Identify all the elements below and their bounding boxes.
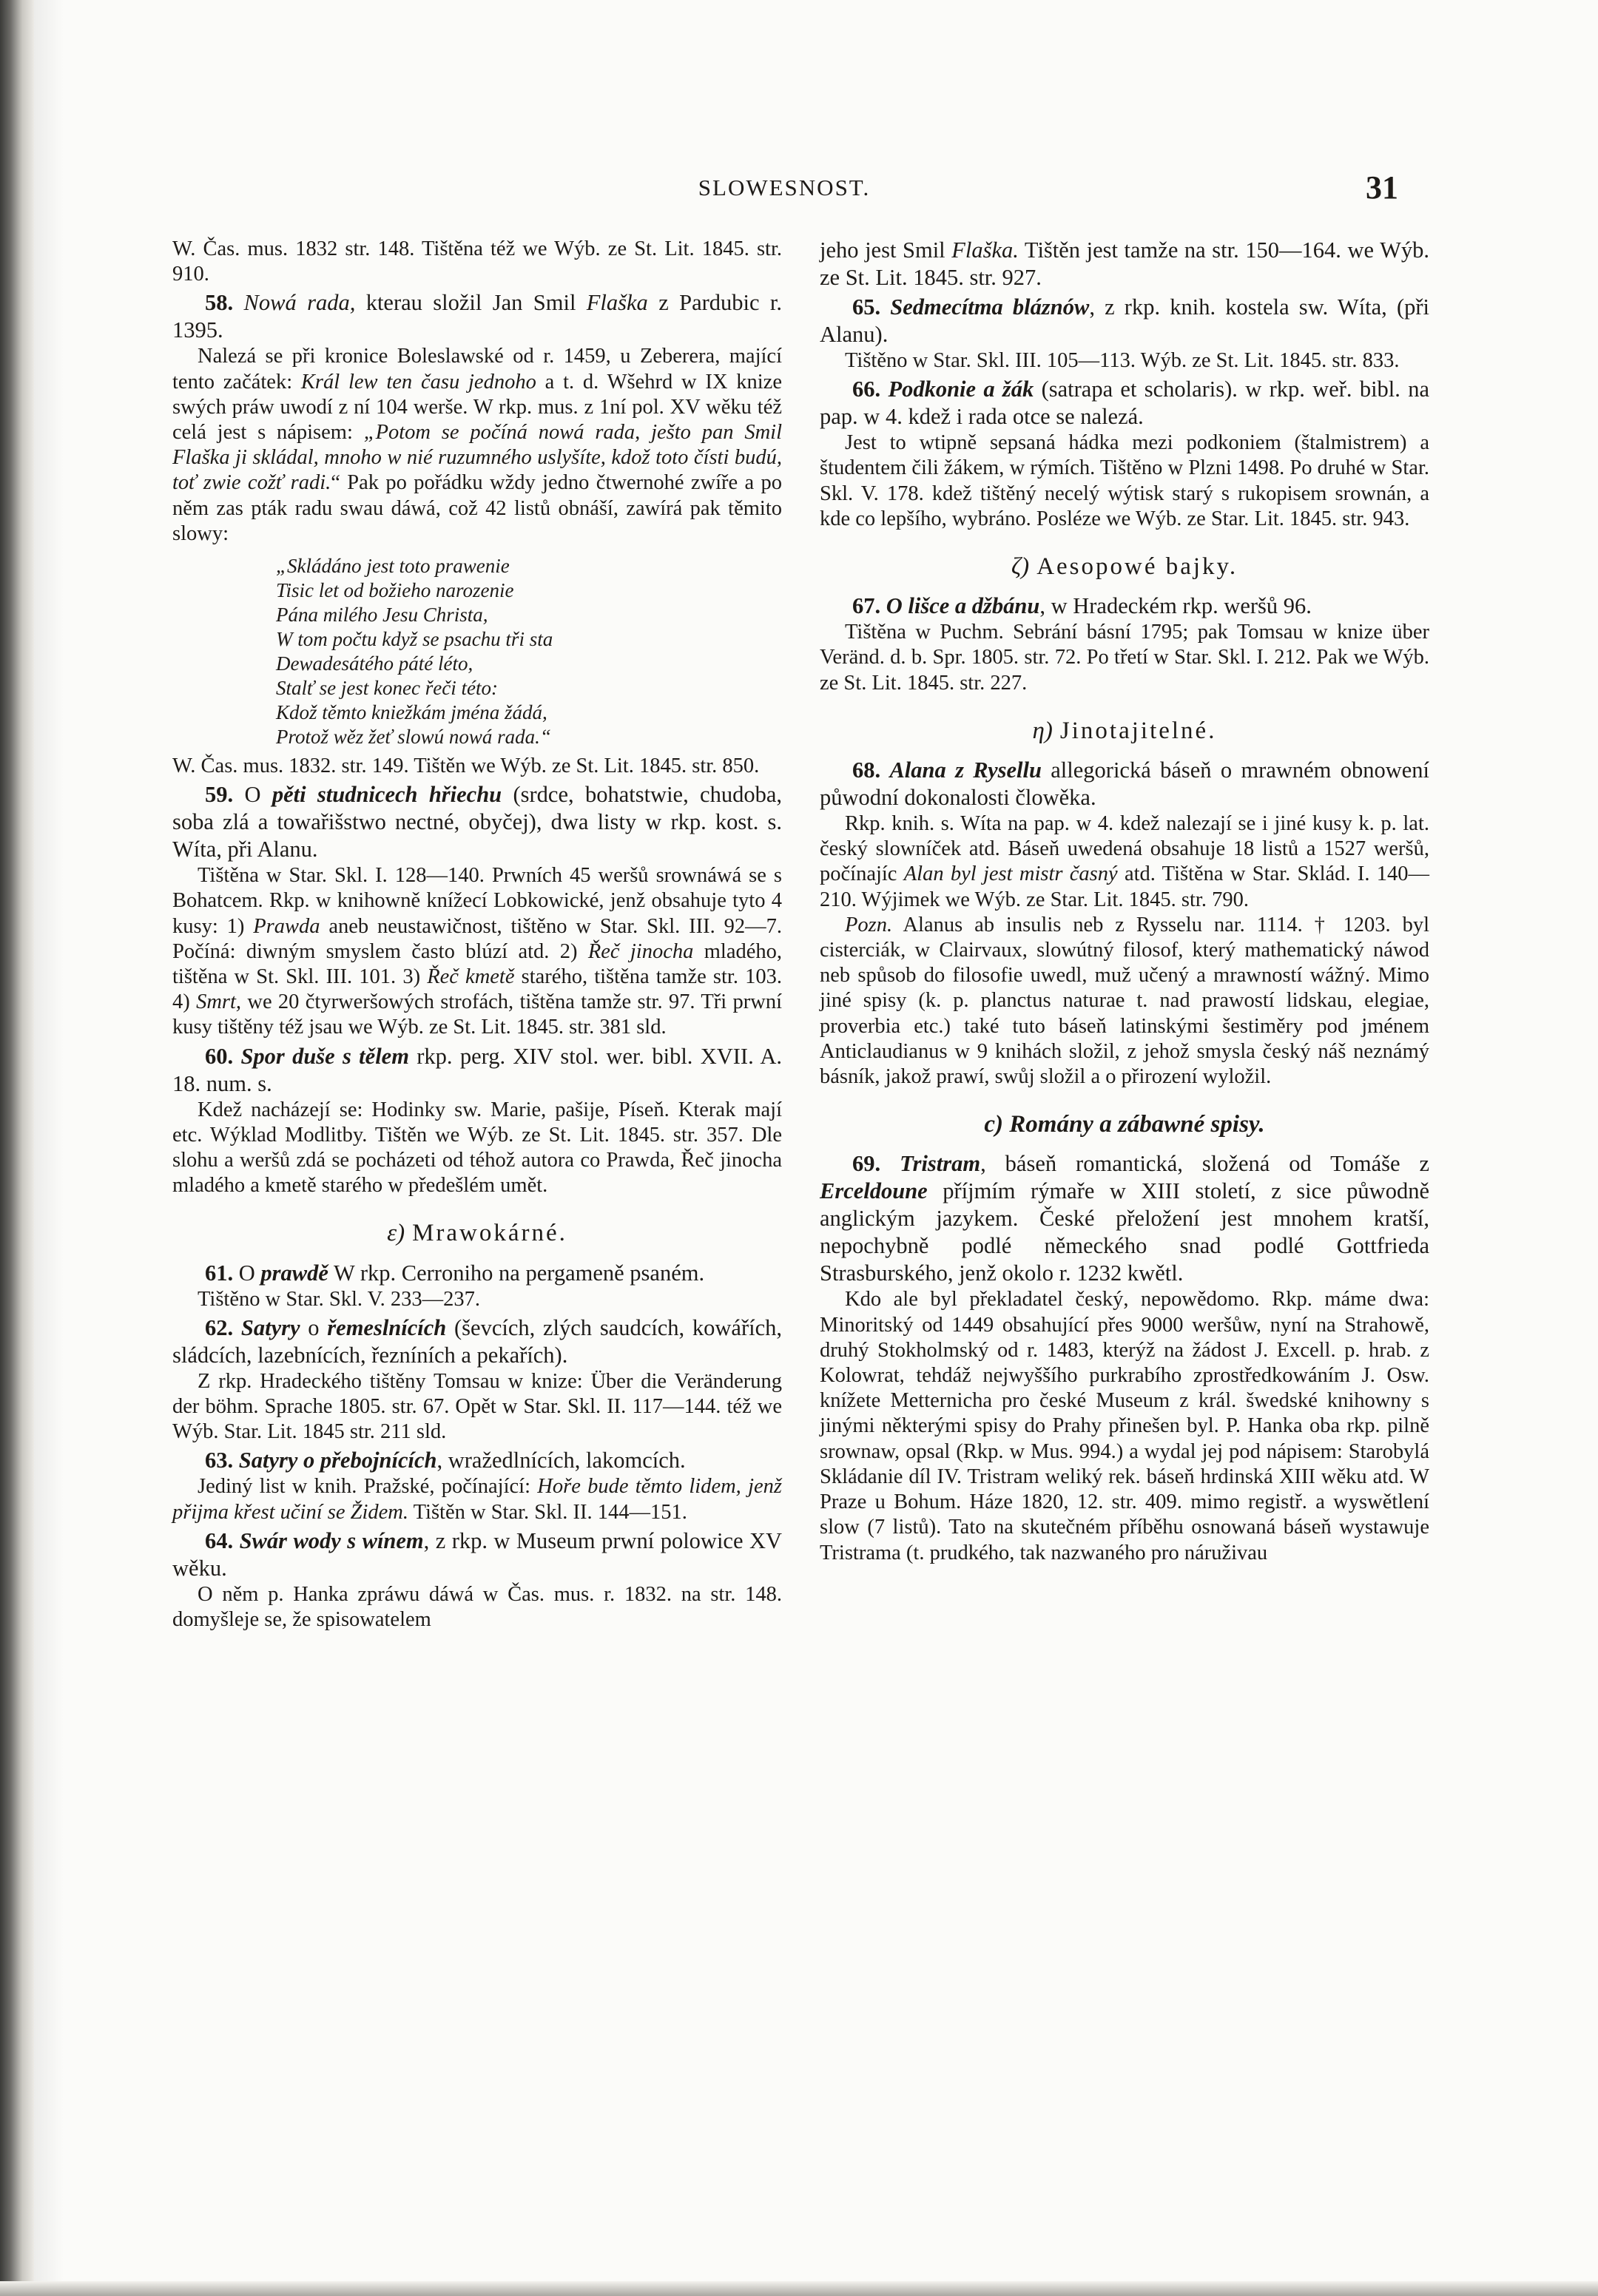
entry-69: 69. Tristram, báseň romantická, složená od Tomáše z Erceldoune příjmím rýmaře w XIII století, z sice půwodně anglickým jazykem. České přeložení jest mnohem kratší, nepochybně podlé německého snad podlé Gottfrieda Strasburského, jenž okolo r. 1232 kwětl. xyxy=(820,1151,1430,1286)
page-number: 31 xyxy=(1366,169,1398,206)
entry-62: 62. Satyry o řemeslnících (ševcích, zlých saudcích, kowářích, sládcích, lazebnících, řezníních a pekařích). xyxy=(172,1314,783,1368)
paragraph-note: Pozn. Alanus ab insulis neb z Rysselu nar. 1114. † 1203. byl cisterciák, w Clairvaux, slowútný filosof, který mathematický náwod neb spůsob do filosofie uwedl, muž učený a mrawností wážný. Mimo jiné spisy (k. p. planctus naturae t. nad prawostí lidskau, elegiae, proverbia etc.) také tuto báseň latinskými šestiměry pod jménem Anticlaudianus w 9 knihách složil, z jehož smysla český náš neznámý básník, jakož prawí, swůj složil a o přirození wyložil. xyxy=(820,913,1429,1089)
entry-63: 63. Satyry o přebojnících, wražedlnících, lakomcích. xyxy=(205,1448,686,1473)
section-heading-romany: c) Romány a zábawné spisy. xyxy=(984,1111,1265,1138)
paragraph: W. Čas. mus. 1832. str. 149. Tištěn we Wýb. ze St. Lit. 1845. str. 850. xyxy=(172,754,760,778)
section-heading-mrawokarne: ε) Mrawokárné. xyxy=(387,1220,567,1247)
paragraph: Jediný list w knih. Pražské, počínající: Hoře bude těmto lidem, jenž přijma křest učiní se Židem. Tištěn w Star. Skl. II. 144—151. xyxy=(172,1475,782,1524)
paragraph: Z rkp. Hradeckého tištěny Tomsau w knize: Über die Veränderung der böhm. Sprache 1805. str. 67. Opět w Star. Skl. II. 117—144. též we Wýb. Star. Lit. 1845 str. 211 sld. xyxy=(172,1369,782,1444)
paragraph: Tištěno w Star. Skl. V. 233—237. xyxy=(198,1287,480,1311)
section-heading-aesopowe-bajky: ζ) Aesopowé bajky. xyxy=(1011,553,1238,581)
book-spine-shadow xyxy=(0,0,34,2296)
section-heading-jinotajitelne: η) Jinotajitelné. xyxy=(1032,717,1217,744)
entry-68: 68. Alana z Rysellu allegorická báseň o mrawném obnowení půwodní dokonalosti člowěka. xyxy=(820,757,1430,811)
paragraph: Rkp. knih. s. Wíta na pap. w 4. kdež nalezají se i jiné kusy k. p. lat. český slowníček atd. Báseň uwedená obsahuje 18 listů a 1527 weršů, počínajíc Alan byl jest mistr časný atd. Tištěna w Star. Sklád. I. 140—210. Wýjimek we Wýb. ze Star. Lit. 1845. str. 790. xyxy=(820,812,1429,911)
paragraph: Nalezá se při kronice Boleslawské od r. 1459, u Zeberera, mající tento začátek: Král lew ten času jednoho a t. d. Wšehrd w IX knize swých práw uwodí z ní 104 werše. W rkp. mus. z 1ní pol. XV wěku též celá jest s nápisem: „Potom se počíná nowá rada, ješto pan Smil Flaška ji skládal, mnoho w nié ruzumného uslyšíte, kdož toto čísti budú, toť zwie cožť radi.“ Pak po pořádku wždy jedno čtwernohé zwíře a po něm zas pták radu swau dáwá, což 42 listů obnáší, zawírá pak těmito slowy: xyxy=(172,345,782,545)
page-bottom-edge xyxy=(0,2281,1598,2296)
running-head: SLOWESNOST. xyxy=(698,175,871,200)
poem-line: Stalť se jest konec řeči této: xyxy=(276,677,498,700)
poem-line: Tisic let od božieho narozenie xyxy=(276,579,514,602)
entry-64: 64. Swár wody s wínem, z rkp. w Museum prwní polowice XV wěku. xyxy=(172,1527,783,1581)
entry-58: 58. Nowá rada, kterau složil Jan Smil Flaška z Pardubic r. 1395. xyxy=(172,290,783,343)
paragraph: Kdo ale byl překladatel český, nepowědomo. Rkp. máme dwa: Minoritský od 1449 obsahující přes 9000 weršůw, nyní na Strahowě, druhý Stokholmský od r. 1483, kterýž na žádost J. Excell. p. hrab. z Kolowrat, tehdáž nejwyššího purkrabího zprostředkowáním J. Osw. knížete Metternicha pro české Museum z král. šwedské knihowny s jinými některými spisy do Prahy přinešen byl. P. Hanka oba rkp. pilně srownaw, opsal (Rkp. w Mus. 994.) a wydal jej pod nápisem: Starobylá Skládanie díl IV. Tristram weliký rek. báseň hrdinská XIII wěku atd. W Praze u Bohum. Háze 1820, 12. str. 409. mimo registř. a wyswětlení slow (7 listů). Tato na skutečném příběhu osnowaná báseň wystawuje Tristrama (t. prudkého, tak nazwaného pro náruživau xyxy=(820,1288,1429,1564)
poem-line: W tom počtu když se psachu tři sta xyxy=(276,628,553,651)
entry-59: 59. O pěti studnicech hřiechu (srdce, bohatstwie, chudoba, soba zlá a towařišstwo nectné, obyčej), dwa listy w rkp. kost. s. Wíta, při Alanu. xyxy=(172,782,783,862)
paragraph: Tištěna w Puchm. Sebrání básní 1795; pak Tomsau w knize über Veränd. d. b. Spr. 1805. str. 72. Po třetí w Star. Skl. I. 212. Pak we Wýb. ze St. Lit. 1845. str. 227. xyxy=(820,621,1429,695)
paragraph: Tištěna w Star. Skl. I. 128—140. Prwních 45 weršů srownáwá se s Bohatcem. Rkp. w knihowně knížecí Lobkowické, jenž obsahuje tyto 4 kusy: 1) Prawda aneb neustawičnost, tištěno w Star. Skl. III. 92—7. Počíná: diwným smyslem často blúzí atd. 2) Řeč jinocha mladého, tištěna w St. Skl. III. 101. 3) Řeč kmetě starého, tištěna tamže str. 103. 4) Smrt, we 20 čtyrweršowých strofách, tištěna tamže str. 97. Tři prwní kusy tištěny též jsau we Wýb. ze St. Lit. 1845. str. 381 sld. xyxy=(172,864,783,1039)
paragraph: W. Čas. mus. 1832 str. 148. Tištěna též we Wýb. ze St. Lit. 1845. str. 910. xyxy=(172,237,782,286)
paragraph: Tištěno w Star. Skl. III. 105—113. Wýb. ze St. Lit. 1845. str. 833. xyxy=(845,349,1400,372)
gutter-shadow xyxy=(34,0,64,2296)
poem-line: Dewadesátého páté léto, xyxy=(276,652,473,675)
entry-65: 65. Sedmecítma bláznów, z rkp. knih. kostela sw. Wíta, (při Alanu). xyxy=(820,294,1430,347)
left-column xyxy=(172,237,782,1632)
poem-line: „Skládáno jest toto prawenie xyxy=(276,555,510,578)
paragraph: Jest to wtipně sepsaná hádka mezi podkoniem (štalmistrem) a študentem čili žákem, w rýmích. Tištěno w Plzni 1498. Po druhé w Star. Skl. V. 178. kdež tištěný necelý wýtisk starý s rukopisem srownán, a kde co lepšího, wybráno. Posléze we Wýb. ze Star. Lit. 1845. str. 943. xyxy=(820,431,1429,530)
entry-67: 67. O lišce a džbánu, w Hradeckém rkp. weršů 96. xyxy=(852,593,1312,619)
poem-quote xyxy=(276,554,782,749)
paragraph: jeho jest Smil Flaška. Tištěn jest tamže na str. 150—164. we Wýb. ze St. Lit. 1845. str. 927. xyxy=(820,237,1429,290)
poem-line: Pána milého Jesu Christa, xyxy=(276,604,488,627)
page-header xyxy=(170,169,1398,213)
entry-61: 61. O prawdě W rkp. Cerroniho na pergameně psaném. xyxy=(205,1260,705,1286)
entry-60: 60. Spor duše s tělem rkp. perg. XIV stol. wer. bibl. XVII. A. 18. num. s. xyxy=(172,1043,782,1096)
poem-line: Protož wěz žeť slowú nowá rada.“ xyxy=(276,726,551,749)
poem-line: Kdož těmto kniežkám jména žádá, xyxy=(276,701,547,724)
paragraph: Kdež nacházejí se: Hodinky sw. Marie, pašije, Píseň. Kterak mají etc. Wýklad Modlitby. Tištěn we Wýb. ze St. Lit. 1845. str. 357. Dle slohu a weršů zdá se pocházeti od téhož autora co Prawda, Řeč jinocha mladého a kmetě starého w předešlém umět. xyxy=(172,1098,782,1198)
right-column xyxy=(820,237,1429,1566)
paragraph: O něm p. Hanka zpráwu dáwá w Čas. mus. r. 1832. na str. 148. domyšleje se, že spisowatelem xyxy=(172,1582,782,1632)
entry-66: 66. Podkonie a žák (satrapa et scholaris). w rkp. weř. bibl. na pap. w 4. kdež i rada otce se nalezá. xyxy=(820,377,1429,430)
